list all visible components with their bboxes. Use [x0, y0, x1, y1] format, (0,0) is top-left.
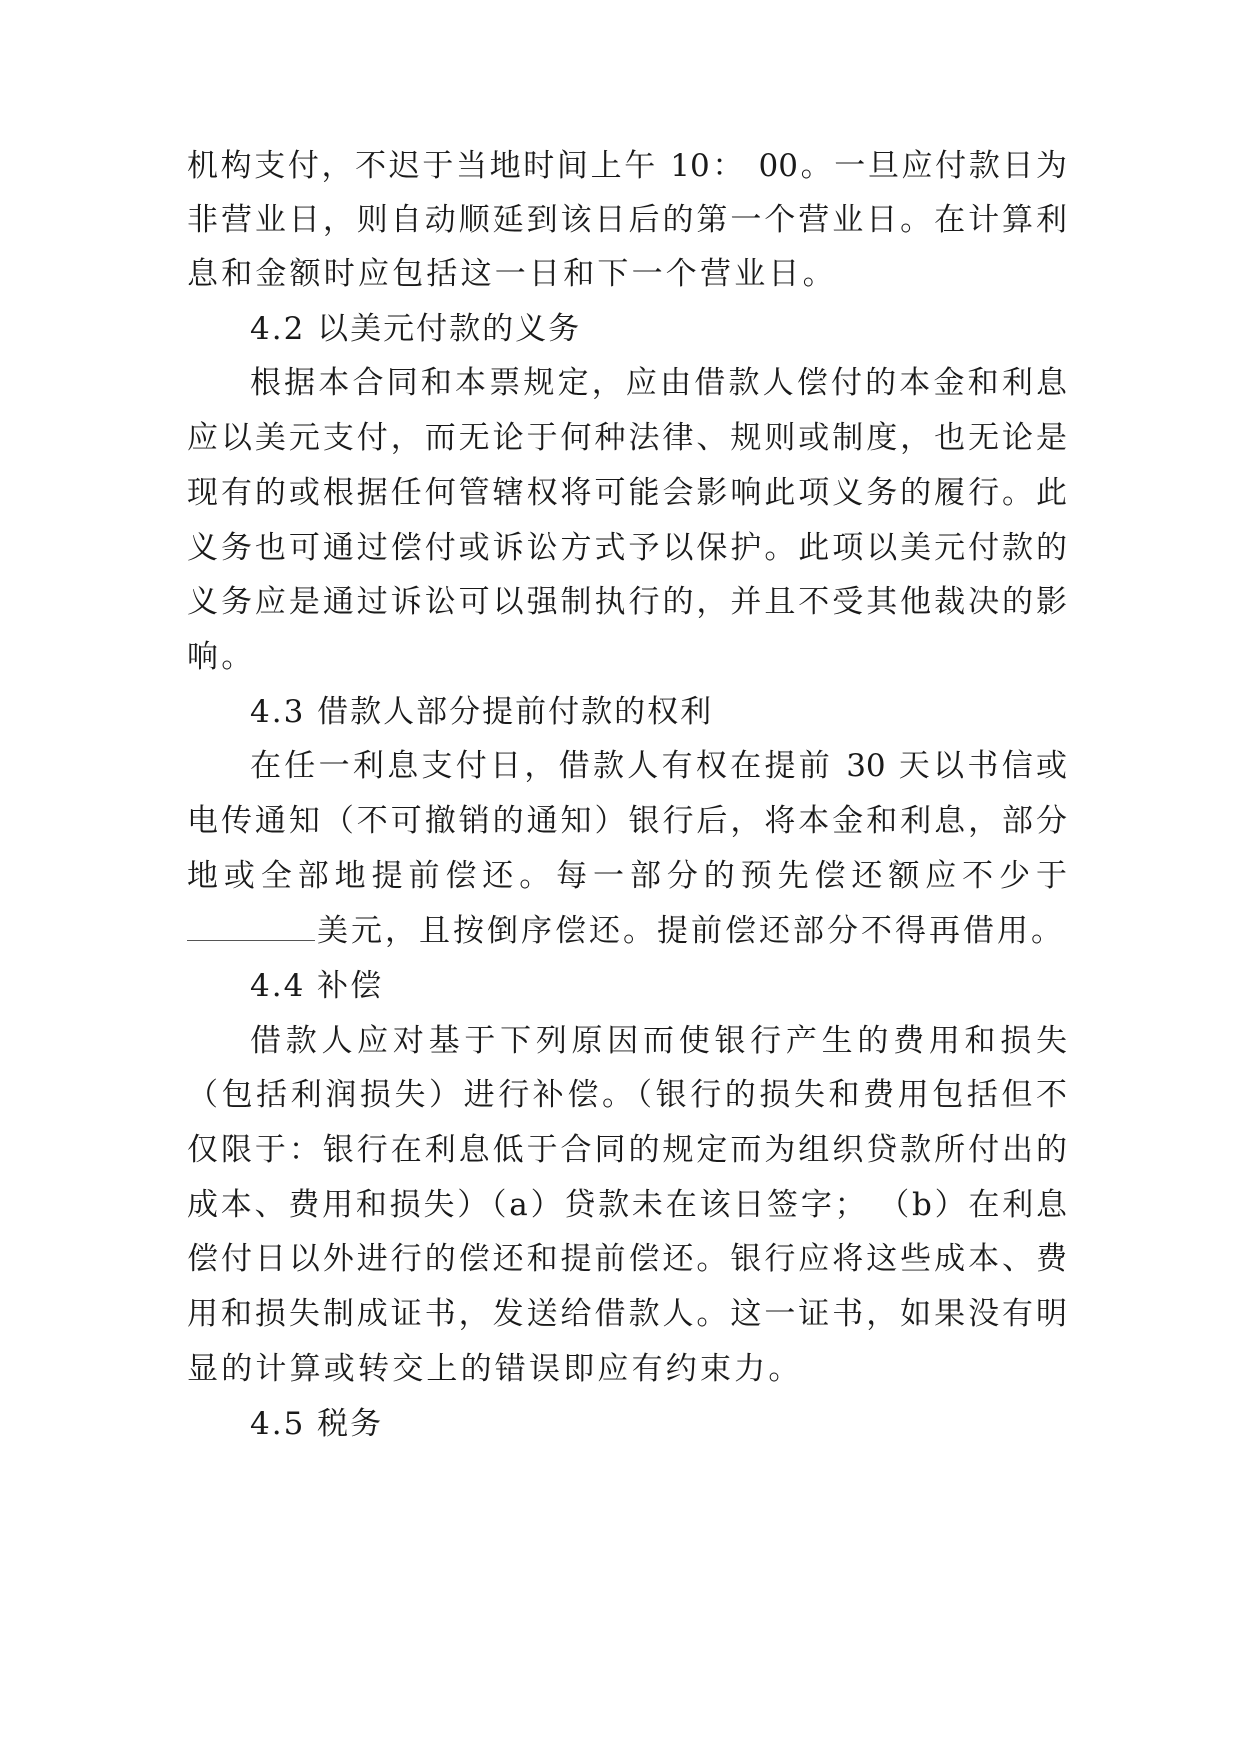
fill-in-blank: [187, 939, 315, 941]
body-line: 在任一利息支付日，借款人有权在提前 30 天以书信或: [250, 748, 1067, 784]
body-line: 借款人应对基于下列原因而使银行产生的费用和损失: [250, 1023, 1067, 1059]
body-line: 响。: [187, 639, 256, 675]
body-line: 应以美元支付，而无论于何种法律、规则或制度，也无论是: [187, 420, 1067, 456]
body-line: （包括利润损失）进行补偿。（银行的损失和费用包括但不: [187, 1077, 1067, 1113]
body-line: 现有的或根据任何管辖权将可能会影响此项义务的履行。此: [187, 475, 1067, 511]
section-heading-4-4: 4.4 补偿: [250, 968, 384, 1004]
body-line: 仅限于：银行在利息低于合同的规定而为组织贷款所付出的: [187, 1132, 1067, 1168]
body-line: 义务应是通过诉讼可以强制执行的，并且不受其他裁决的影: [187, 584, 1067, 620]
section-heading-4-2: 4.2 以美元付款的义务: [250, 311, 582, 347]
body-line: 息和金额时应包括这一日和下一个营业日。: [187, 256, 837, 292]
body-line: 偿付日以外进行的偿还和提前偿还。银行应将这些成本、费: [187, 1241, 1067, 1277]
section-heading-4-5: 4.5 税务: [250, 1406, 384, 1442]
body-line: 地或全部地提前偿还。每一部分的预先偿还额应不少于: [187, 858, 1067, 894]
body-line: 电传通知（不可撤销的通知）银行后，将本金和利息，部分: [187, 803, 1067, 839]
body-line-text: 美元，且按倒序偿还。提前偿还部分不得再借用。: [317, 913, 1065, 949]
body-line: 成本、费用和损失）（a）贷款未在该日签字； （b）在利息: [187, 1187, 1067, 1223]
body-line: 机构支付，不迟于当地时间上午 10： 00。一旦应付款日为: [187, 148, 1067, 184]
body-line: 非营业日，则自动顺延到该日后的第一个营业日。在计算利: [187, 202, 1067, 238]
body-line-with-blank: [187, 911, 1067, 951]
body-line: 用和损失制成证书，发送给借款人。这一证书，如果没有明: [187, 1296, 1067, 1332]
body-line: 义务也可通过偿付或诉讼方式予以保护。此项以美元付款的: [187, 530, 1067, 566]
body-line: 根据本合同和本票规定，应由借款人偿付的本金和利息: [250, 365, 1067, 401]
section-heading-4-3: 4.3 借款人部分提前付款的权利: [250, 694, 714, 730]
body-line: 显的计算或转交上的错误即应有约束力。: [187, 1351, 803, 1387]
